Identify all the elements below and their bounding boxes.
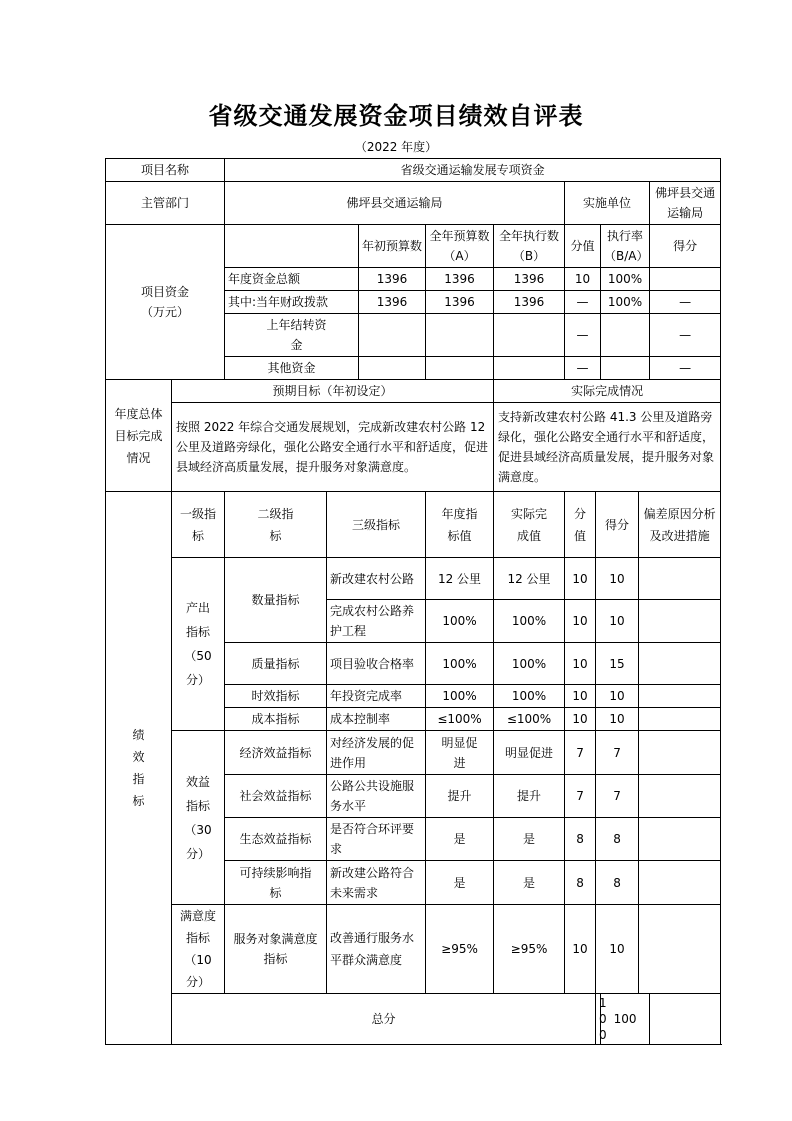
dept-label: 主管部门 — [106, 182, 225, 225]
funds-cell: — — [650, 291, 721, 314]
total-score-value: 100 — [596, 994, 601, 1045]
goals-section-label: 年度总体目标完成情况 — [106, 380, 172, 492]
funds-cell: — — [565, 291, 601, 314]
target-value: 提升 — [426, 775, 494, 818]
level3-indicator: 是否符合环评要求 — [327, 818, 426, 861]
score: 7 — [596, 775, 639, 818]
actual-value: 100% — [494, 600, 565, 643]
dept-value: 佛坪县交通运输局 — [225, 182, 565, 225]
deviation-cell — [639, 731, 721, 775]
deviation-cell — [639, 708, 721, 731]
project-name-value: 省级交通运输发展专项资金 — [225, 159, 721, 182]
evaluation-table — [105, 158, 721, 1045]
score: 10 — [596, 708, 639, 731]
quality-indicator-label: 质量指标 — [225, 643, 327, 685]
funds-cell — [426, 357, 494, 380]
total-deviation-cell — [650, 994, 721, 1045]
actual-value: 明显促进 — [494, 731, 565, 775]
funds-header-rate: 执行率（B/A） — [601, 225, 650, 268]
funds-cell — [650, 268, 721, 291]
funds-header-annual: 全年预算数（A） — [426, 225, 494, 268]
satisfaction-indicator-label: 满意度指标（10分） — [172, 905, 225, 994]
funds-cell — [359, 314, 426, 357]
deviation-cell — [639, 643, 721, 685]
header-score: 得分 — [596, 492, 639, 558]
level3-indicator: 改善通行服务水平群众满意度 — [327, 905, 426, 994]
actual-completion-text: 支持新改建农村公路 41.3 公里及道路旁绿化，强化公路安全通行水平和舒适度，促进县域经济高质量发展，提升服务对象满意度。 — [494, 403, 721, 492]
score: 8 — [596, 818, 639, 861]
indicators-section-label: 绩效指标 — [106, 492, 172, 1045]
funds-cell: 100% — [601, 291, 650, 314]
target-value: 100% — [426, 685, 494, 708]
score-value: 10 — [565, 685, 596, 708]
funds-cell: 10 — [565, 268, 601, 291]
actual-value: 是 — [494, 818, 565, 861]
benefit-indicator-label: 效益指标（30分） — [172, 731, 225, 905]
deviation-cell — [639, 818, 721, 861]
deviation-cell — [639, 558, 721, 600]
level3-indicator: 成本控制率 — [327, 708, 426, 731]
funds-header-blank — [225, 225, 359, 268]
target-value: 是 — [426, 818, 494, 861]
funds-cell: — — [565, 314, 601, 357]
score: 8 — [596, 861, 639, 905]
actual-value: 100% — [494, 643, 565, 685]
funds-row-label: 其他资金 — [225, 357, 359, 380]
actual-value: 100% — [494, 685, 565, 708]
target-value: 是 — [426, 861, 494, 905]
timeliness-indicator-label: 时效指标 — [225, 685, 327, 708]
total-score: 100 — [601, 994, 650, 1045]
funds-cell: 1396 — [426, 291, 494, 314]
funds-cell: — — [650, 314, 721, 357]
funds-cell: 1396 — [426, 268, 494, 291]
funds-cell: — — [565, 357, 601, 380]
target-value: 12 公里 — [426, 558, 494, 600]
funds-row-label: 其中:当年财政拨款 — [225, 291, 359, 314]
level3-indicator: 新改建农村公路 — [327, 558, 426, 600]
funds-cell: 1396 — [494, 268, 565, 291]
score: 10 — [596, 600, 639, 643]
score-value: 10 — [565, 643, 596, 685]
funds-cell: 100% — [601, 268, 650, 291]
score: 7 — [596, 731, 639, 775]
header-level3: 三级指标 — [327, 492, 426, 558]
level2-indicator: 生态效益指标 — [225, 818, 327, 861]
funds-cell — [359, 357, 426, 380]
expected-goal-label: 预期目标（年初设定） — [172, 380, 494, 403]
actual-value: ≥95% — [494, 905, 565, 994]
funds-cell: 1396 — [359, 291, 426, 314]
target-value: 100% — [426, 600, 494, 643]
project-name-label: 项目名称 — [106, 159, 225, 182]
score-value: 10 — [565, 600, 596, 643]
funds-section-label: 项目资金 （万元） — [106, 225, 225, 380]
score-value: 7 — [565, 775, 596, 818]
header-target: 年度指标值 — [426, 492, 494, 558]
deviation-cell — [639, 685, 721, 708]
funds-cell: — — [650, 357, 721, 380]
header-level2: 二级指标 — [225, 492, 327, 558]
quantity-indicator-label: 数量指标 — [225, 558, 327, 643]
output-indicator-label: 产出指标（50分） — [172, 558, 225, 731]
target-value: ≤100% — [426, 708, 494, 731]
deviation-cell — [639, 600, 721, 643]
header-score-value: 分值 — [565, 492, 596, 558]
score-value: 10 — [565, 905, 596, 994]
level2-indicator: 社会效益指标 — [225, 775, 327, 818]
level3-indicator: 完成农村公路养护工程 — [327, 600, 426, 643]
score: 15 — [596, 643, 639, 685]
actual-value: 是 — [494, 861, 565, 905]
deviation-cell — [639, 905, 721, 994]
funds-cell — [601, 357, 650, 380]
impl-label: 实施单位 — [565, 182, 650, 225]
page-title: 省级交通发展资金项目绩效自评表 — [208, 101, 584, 130]
score-value: 10 — [565, 708, 596, 731]
page-subtitle: （2022 年度） — [354, 140, 438, 154]
funds-row-label: 上年结转资金 — [225, 314, 359, 357]
score: 10 — [596, 558, 639, 600]
actual-value: 提升 — [494, 775, 565, 818]
cost-indicator-label: 成本指标 — [225, 708, 327, 731]
score: 10 — [596, 685, 639, 708]
target-value: 100% — [426, 643, 494, 685]
total-label: 总分 — [172, 994, 596, 1045]
score-value: 8 — [565, 861, 596, 905]
level2-indicator: 经济效益指标 — [225, 731, 327, 775]
score: 10 — [596, 905, 639, 994]
deviation-cell — [639, 775, 721, 818]
funds-header-executed: 全年执行数（B） — [494, 225, 565, 268]
funds-row-label: 年度资金总额 — [225, 268, 359, 291]
funds-header-score: 得分 — [650, 225, 721, 268]
score-value: 10 — [565, 558, 596, 600]
level2-indicator: 服务对象满意度指标 — [225, 905, 327, 994]
impl-value: 佛坪县交通运输局 — [650, 182, 721, 225]
target-value: ≥95% — [426, 905, 494, 994]
funds-cell: 1396 — [494, 291, 565, 314]
level3-indicator: 对经济发展的促进作用 — [327, 731, 426, 775]
header-deviation: 偏差原因分析及改进措施 — [639, 492, 721, 558]
actual-value: 12 公里 — [494, 558, 565, 600]
header-level1: 一级指标 — [172, 492, 225, 558]
level2-indicator: 可持续影响指标 — [225, 861, 327, 905]
level3-indicator: 年投资完成率 — [327, 685, 426, 708]
target-value: 明显促进 — [426, 731, 494, 775]
funds-cell — [494, 314, 565, 357]
funds-cell — [426, 314, 494, 357]
expected-goal-text: 按照 2022 年综合交通发展规划，完成新改建农村公路 12 公里及道路旁绿化，强化公路安全通行水平和舒适度，促进县域经济高质量发展，提升服务对象满意度。 — [172, 403, 494, 492]
funds-cell: 1396 — [359, 268, 426, 291]
funds-cell — [494, 357, 565, 380]
deviation-cell — [639, 861, 721, 905]
funds-header-score-value: 分值 — [565, 225, 601, 268]
actual-value: ≤100% — [494, 708, 565, 731]
funds-header-initial: 年初预算数 — [359, 225, 426, 268]
score-value: 8 — [565, 818, 596, 861]
level3-indicator: 新改建公路符合未来需求 — [327, 861, 426, 905]
header-actual: 实际完成值 — [494, 492, 565, 558]
actual-completion-label: 实际完成情况 — [494, 380, 721, 403]
level3-indicator: 公路公共设施服务水平 — [327, 775, 426, 818]
level3-indicator: 项目验收合格率 — [327, 643, 426, 685]
score-value: 7 — [565, 731, 596, 775]
funds-cell — [601, 314, 650, 357]
